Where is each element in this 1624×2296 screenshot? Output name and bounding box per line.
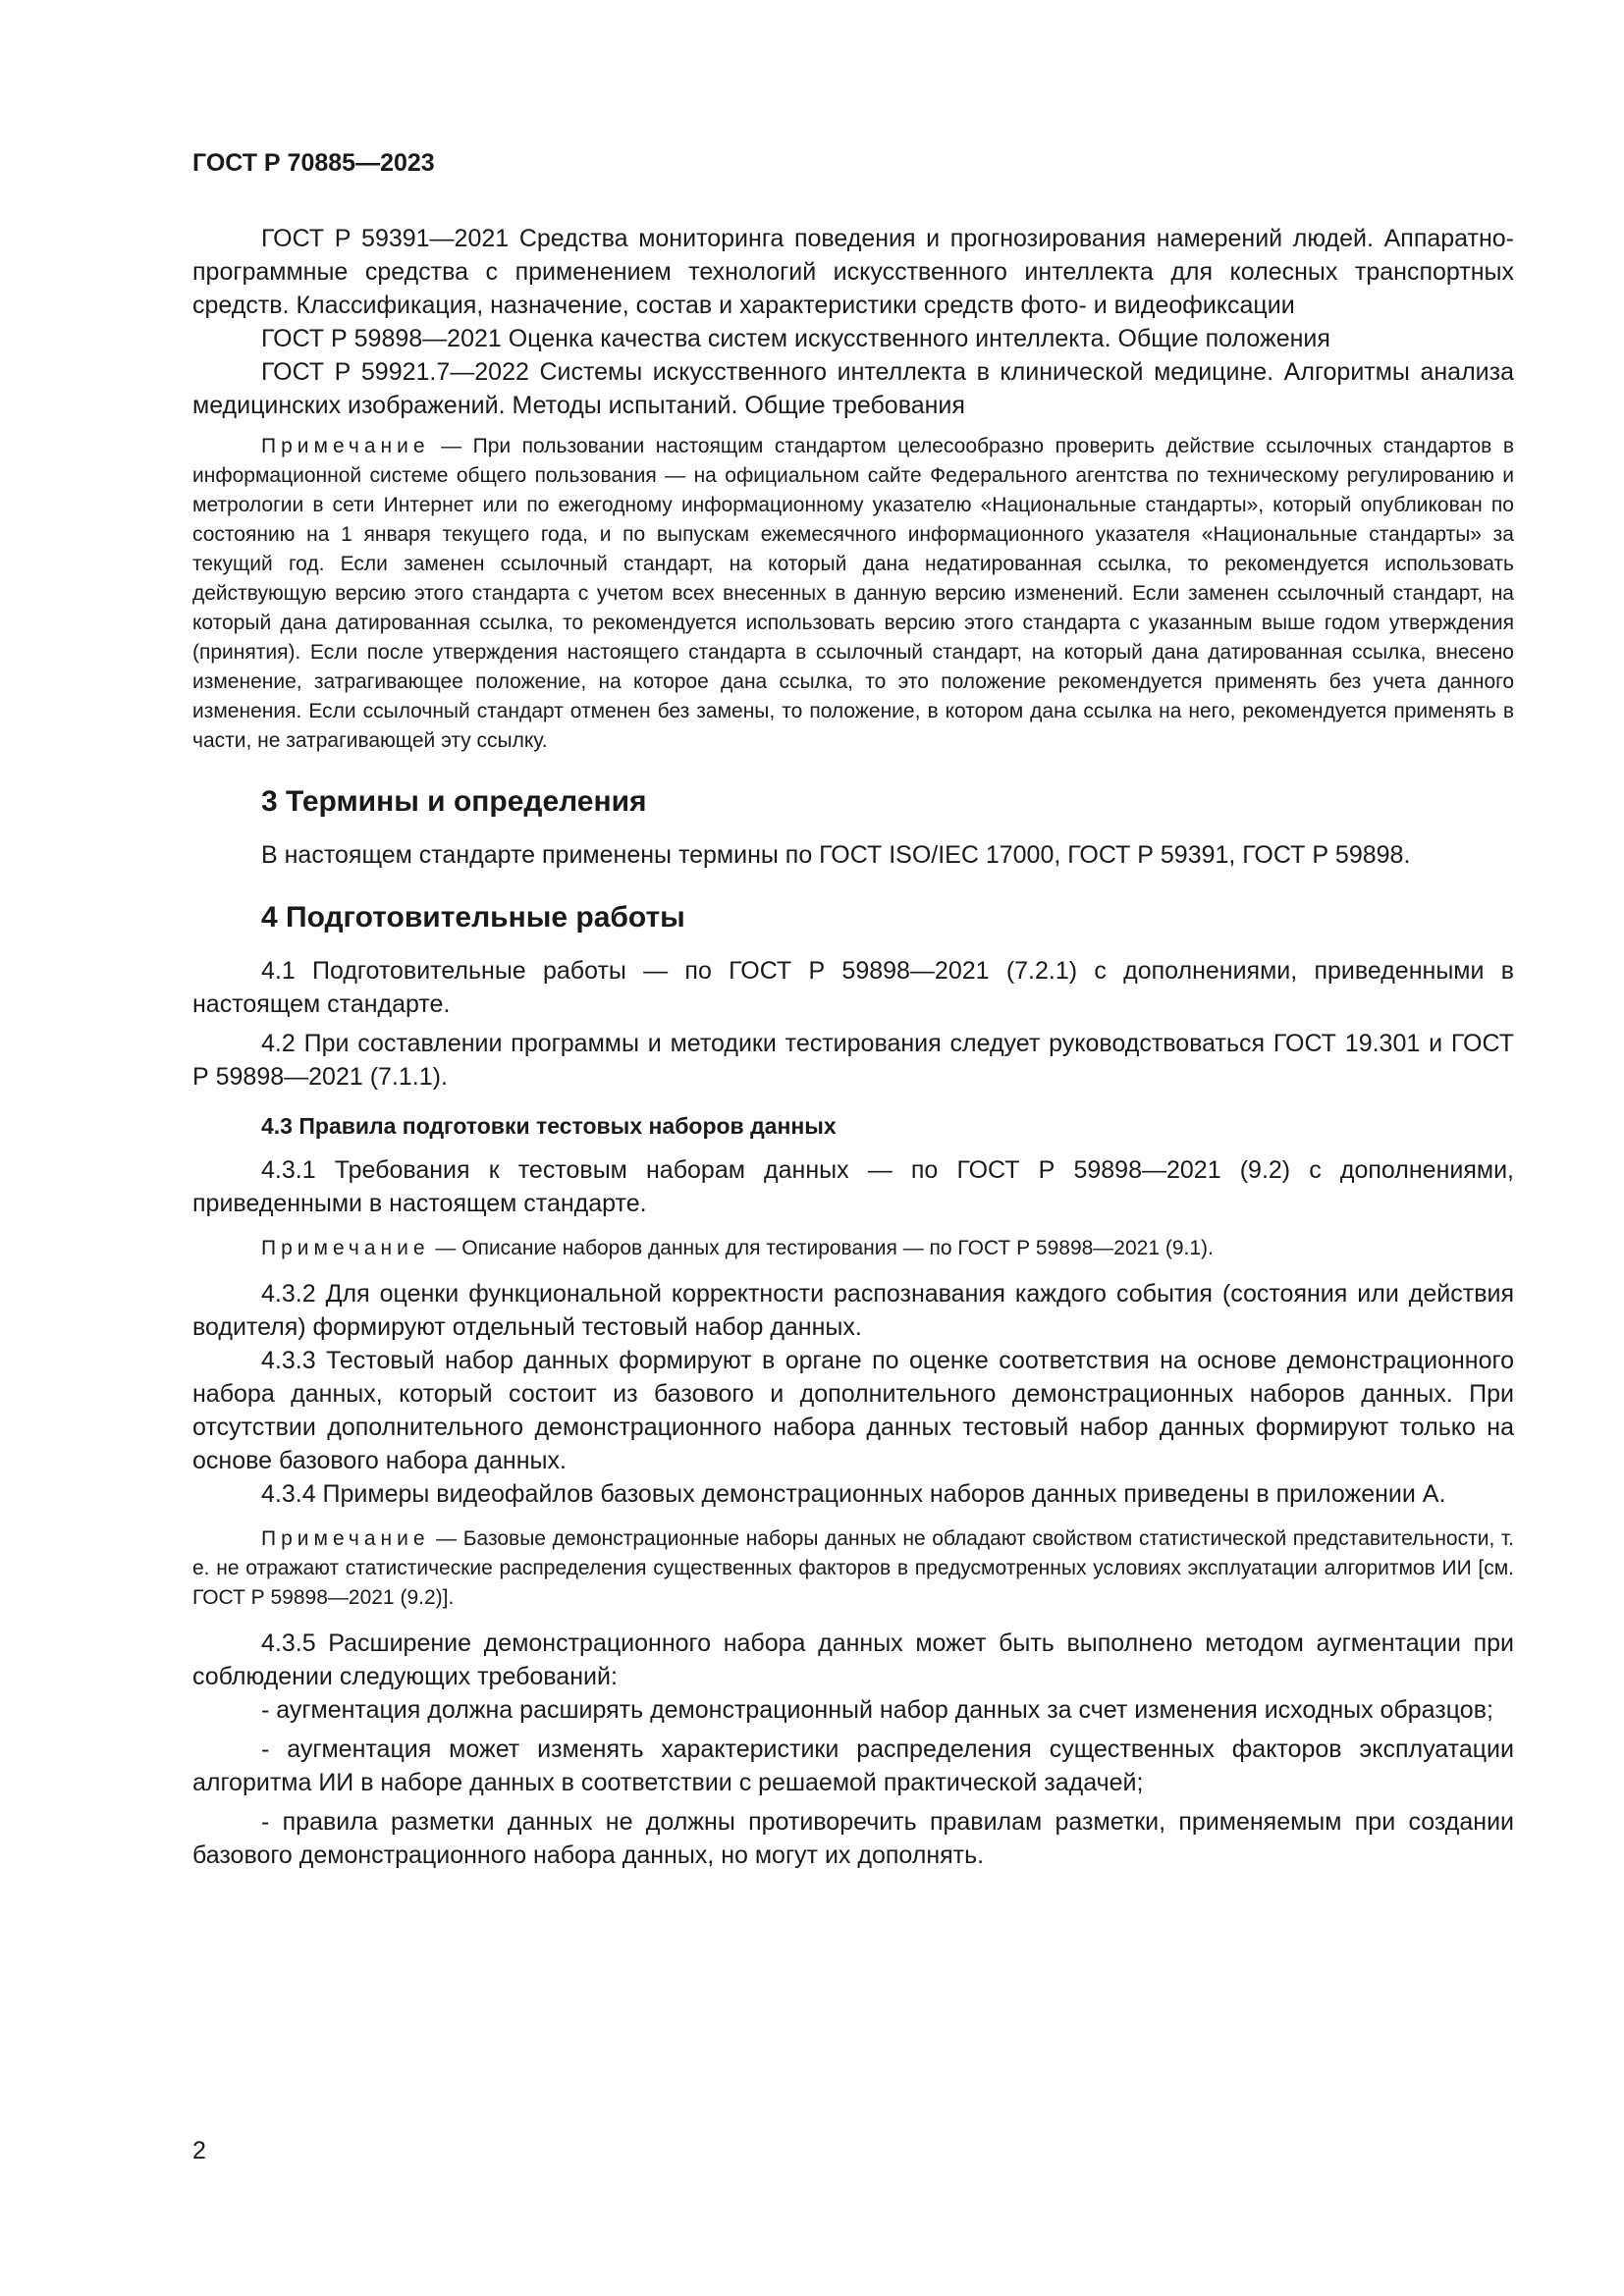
- list-item: - аугментация должна расширять демонстрационный набор данных за счет изменения исходных образцов;: [261, 1696, 1493, 1724]
- note-references: [192, 432, 1514, 756]
- note-text: — Описание наборов данных для тестирования — по ГОСТ Р 59898—2021 (9.1).: [429, 1237, 1214, 1259]
- note-demo-datasets: [192, 1524, 1514, 1613]
- paragraph-4-1: 4.1 Подготовительные работы — по ГОСТ Р 59898—2021 (7.2.1) с дополнениями, приведенными в настоящем стандарте.: [192, 957, 1514, 1018]
- reference-entry: ГОСТ Р 59921.7—2022 Системы искусственного интеллекта в клинической медицине. Алгоритмы анализа медицинских изображений. Методы испытаний. Общие требования: [192, 358, 1514, 419]
- paragraph-4-3-3: 4.3.3 Тестовый набор данных формируют в органе по оценке соответствия на основе демонстрационного набора данных, который состоит из базового и дополнительного демонстрационных наборов данных. При отсутствии дополнительного демонстрационного набора данных тестовый набор данных формируют только на основе базового набора данных.: [192, 1347, 1514, 1474]
- paragraph-4-3-2: 4.3.2 Для оценки функциональной корректности распознавания каждого события (состояния или действия водителя) формируют отдельный тестовый набор данных.: [192, 1280, 1514, 1341]
- running-title: ГОСТ Р 70885—2023: [192, 149, 435, 177]
- paragraph-4-2: 4.2 При составлении программы и методики тестирования следует руководствоваться ГОСТ 19.301 и ГОСТ Р 59898—2021 (7.1.1).: [192, 1030, 1514, 1091]
- page-number: 2: [192, 2137, 206, 2164]
- paragraph-4-3-5: 4.3.5 Расширение демонстрационного набора данных может быть выполнено методом аугментации при соблюдении следующих требований:: [192, 1629, 1514, 1690]
- document-body: [192, 222, 1514, 1872]
- note-text: — Базовые демонстрационные наборы данных не обладают свойством статистической представительности, т. е. не отражают статистические распределения существенных факторов в предусмотренных условиях эксплуатации алгоритмов ИИ [см. ГОСТ Р 59898—2021 (9.2)].: [192, 1527, 1514, 1609]
- list-item: - правила разметки данных не должны противоречить правилам разметки, применяемым при создании базового демонстрационного набора данных, но могут их дополнять.: [192, 1808, 1514, 1869]
- note-datasets: [192, 1234, 1514, 1263]
- section-3-text: В настоящем стандарте применены термины по ГОСТ ISO/IEC 17000, ГОСТ Р 59391, ГОСТ Р 59898.: [261, 841, 1411, 869]
- reference-entry: ГОСТ Р 59391—2021 Средства мониторинга поведения и прогнозирования намерений людей. Аппаратно-программные средства с применением технологий искусственного интеллекта для колесных транспортных средств. Классификация, назначение, состав и характеристики средств фото- и видеофиксации: [192, 225, 1514, 319]
- paragraph-4-3-4: 4.3.4 Примеры видеофайлов базовых демонстрационных наборов данных приведены в приложении А.: [261, 1480, 1446, 1508]
- paragraph-4-3-1: 4.3.1 Требования к тестовым наборам данных — по ГОСТ Р 59898—2021 (9.2) с дополнениями, приведенными в настоящем стандарте.: [192, 1156, 1514, 1217]
- note-lead: Примечание: [261, 435, 430, 457]
- note-lead: Примечание: [261, 1237, 430, 1259]
- reference-entry: ГОСТ Р 59898—2021 Оценка качества систем искусственного интеллекта. Общие положения: [261, 325, 1330, 352]
- note-lead: Примечание: [261, 1527, 430, 1550]
- subsection-4-3-title: 4.3 Правила подготовки тестовых наборов данных: [261, 1113, 837, 1139]
- section-3-title: 3 Термины и определения: [261, 785, 647, 818]
- note-text: — При пользовании настоящим стандартом целесообразно проверить действие ссылочных стандартов в информационной системе общего пользования — на официальном сайте Федерального агентства по техническому регулированию и метрологии в сети Интернет или по ежегодному информационному указателю «Национальные стандарты», который опубликован по состоянию на 1 января текущего года, и по выпускам ежемесячного информационного указателя «Национальные стандарты» за текущий год. Если заменен ссылочный стандарт, на который дана недатированная ссылка, то рекомендуется использовать действующую версию этого стандарта с учетом всех внесенных в данную версию изменений. Если заменен ссылочный стандарт, на который дана датированная ссылка, то рекомендуется использовать версию этого стандарта с указанным выше годом утверждения (принятия). Если после утверждения настоящего стандарта в ссылочный стандарт, на который дана датированная ссылка, внесено изменение, затрагивающее положение, на которое дана ссылка, то это положение рекомендуется применять без учета данного изменения. Если ссылочный стандарт отменен без замены, то положение, в котором дана ссылка на него, рекомендуется применять в части, не затрагивающей эту ссылку.: [192, 435, 1514, 752]
- list-item: - аугментация может изменять характеристики распределения существенных факторов эксплуатации алгоритма ИИ в наборе данных в соответствии с решаемой практической задачей;: [192, 1735, 1514, 1796]
- section-4-title: 4 Подготовительные работы: [261, 901, 685, 934]
